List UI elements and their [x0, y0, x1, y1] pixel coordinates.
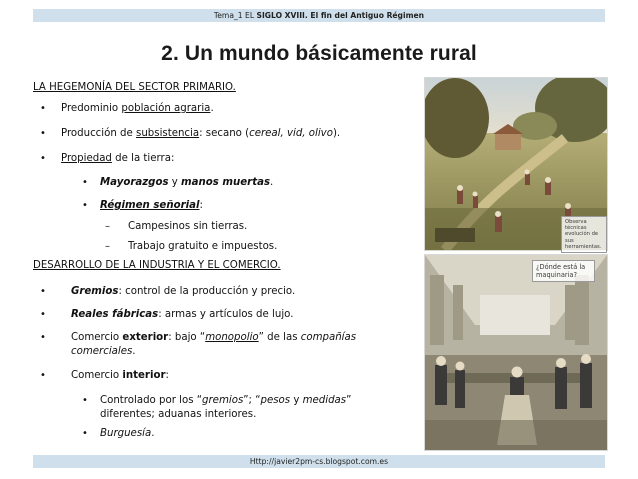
- bullet-icon: •: [40, 332, 46, 343]
- bullet-icon: •: [40, 153, 46, 164]
- footer-url: Http://javier2pm-cs.blogspot.com.es: [33, 455, 605, 468]
- dash-icon: –: [105, 221, 110, 232]
- list-item: Predominio población agraria.: [61, 103, 214, 114]
- header-title: SIGLO XVIII. El fin del Antiguo Régimen: [256, 11, 425, 20]
- slide-title: 2. Un mundo básicamente rural: [161, 42, 477, 65]
- list-item: Burguesía.: [100, 428, 155, 439]
- bullet-icon: •: [40, 370, 46, 381]
- list-item: Comercio exterior: bajo “monopolio” de las compañías comerciales.: [71, 332, 357, 357]
- list-item: Reales fábricas: armas y artículos de lujo.: [71, 309, 294, 320]
- header-prefix: Tema_1 EL: [213, 11, 257, 20]
- header-banner: [33, 9, 605, 22]
- factory-painting-image: [424, 254, 608, 451]
- dash-icon: –: [105, 241, 110, 252]
- rural-caption: Observa técnicas evolución de sus herramientas.: [561, 216, 607, 253]
- section-heading-industry: DESARROLLO DE LA INDUSTRIA Y EL COMERCIO.: [33, 260, 281, 271]
- bullet-icon: •: [40, 286, 46, 297]
- list-item: Gremios: control de la producción y precio.: [71, 286, 296, 297]
- bullet-icon: •: [40, 103, 46, 114]
- section-heading-primary: LA HEGEMONÍA DEL SECTOR PRIMARIO.: [33, 82, 236, 93]
- list-item: Comercio interior:: [71, 370, 169, 381]
- list-item: Trabajo gratuito e impuestos.: [128, 241, 278, 252]
- list-item: Mayorazgos y manos muertas.: [100, 177, 274, 188]
- list-item: Controlado por los “gremios”; “pesos y medidas” diferentes; aduanas interiores.: [100, 395, 352, 420]
- list-item: Propiedad de la tierra:: [61, 153, 175, 164]
- bullet-icon: •: [40, 128, 46, 139]
- bullet-icon: •: [82, 395, 88, 406]
- bullet-icon: •: [82, 428, 88, 439]
- bullet-icon: •: [82, 200, 88, 211]
- bullet-icon: •: [40, 309, 46, 320]
- list-item: Régimen señorial:: [100, 200, 203, 211]
- factory-caption: ¿Dónde está la maquinaria?: [532, 260, 595, 282]
- bullet-icon: •: [82, 177, 88, 188]
- list-item: Campesinos sin tierras.: [128, 221, 248, 232]
- list-item: Producción de subsistencia: secano (cereal, vid, olivo).: [61, 128, 341, 139]
